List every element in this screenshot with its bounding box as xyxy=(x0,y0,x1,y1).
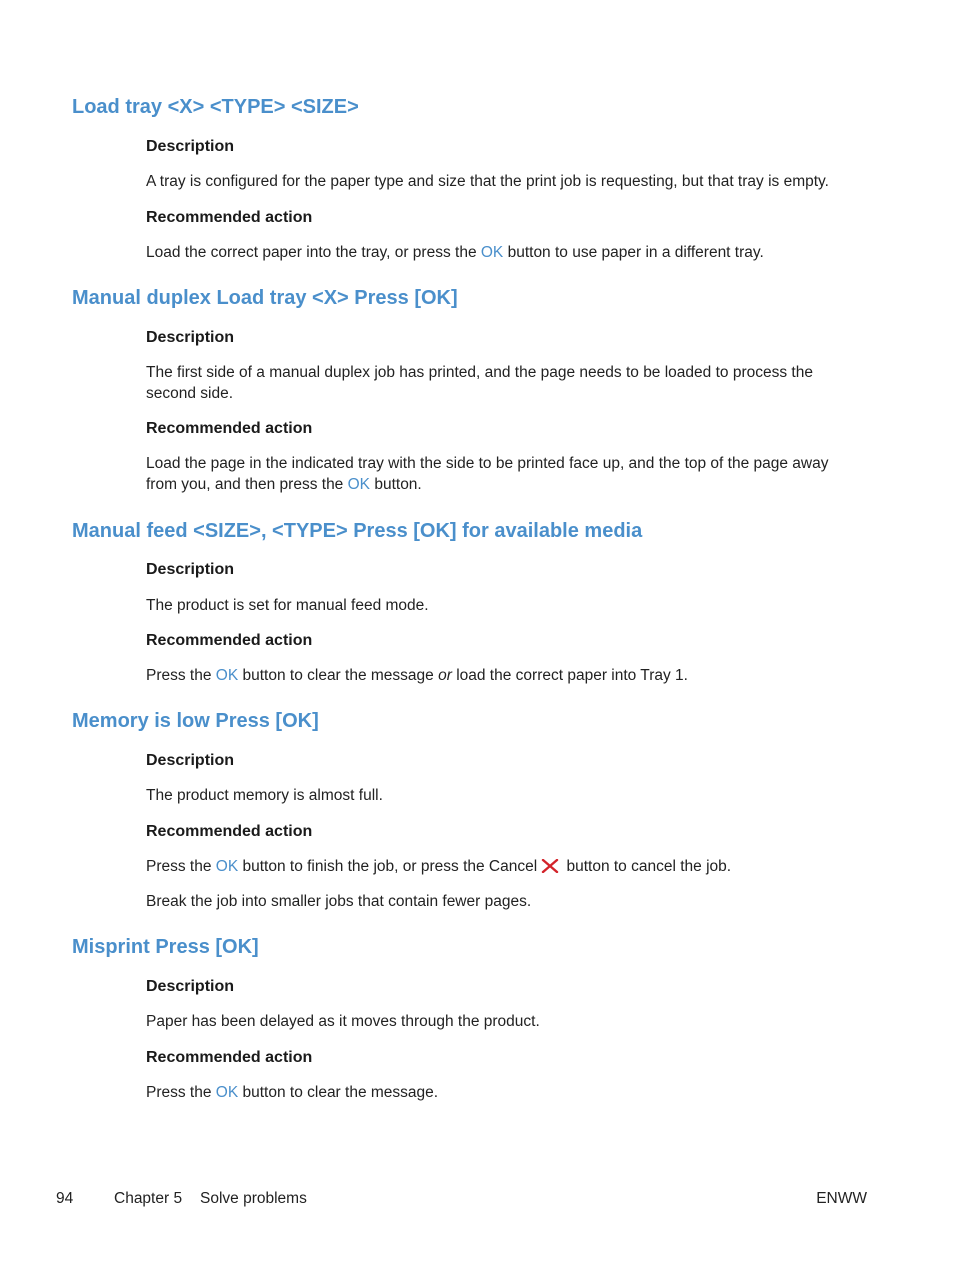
ok-button-ref: OK xyxy=(215,858,239,875)
chapter-title: Solve problems xyxy=(200,1190,307,1207)
ok-button-ref: OK xyxy=(480,244,504,261)
chapter-label: Chapter 5 xyxy=(114,1190,183,1207)
description-text: The product memory is almost full. xyxy=(146,787,383,804)
description-text: The product is set for manual feed mode. xyxy=(146,597,429,614)
description-label: Description xyxy=(146,138,235,155)
action-text: Load the correct paper into the tray, or press the OK button to use paper in a different tray. xyxy=(146,244,764,261)
section-heading: Memory is low Press [OK] xyxy=(72,710,319,732)
action-text: Press the OK button to finish the job, or press the Cancel button to cancel the job. xyxy=(146,858,732,875)
cancel-x-icon xyxy=(541,859,559,873)
action-label: Recommended action xyxy=(146,420,313,437)
action-label: Recommended action xyxy=(146,1049,313,1066)
action-text: Load the page in the indicated tray with the side to be printed face up, and the top of the page away from you, and then press the OK button. xyxy=(146,455,829,493)
section-heading: Manual feed <SIZE>, <TYPE> Press [OK] for available media xyxy=(72,520,643,542)
description-label: Description xyxy=(146,329,235,346)
description-text: Paper has been delayed as it moves through the product. xyxy=(146,1013,540,1030)
action-label: Recommended action xyxy=(146,632,313,649)
description-label: Description xyxy=(146,978,235,995)
action-label: Recommended action xyxy=(146,209,313,226)
ok-button-ref: OK xyxy=(347,476,371,493)
page-number: 94 xyxy=(56,1190,74,1207)
ok-button-ref: OK xyxy=(215,1084,239,1101)
description-text: A tray is configured for the paper type and size that the print job is requesting, but that tray is empty. xyxy=(146,173,829,190)
ok-button-ref: OK xyxy=(215,667,239,684)
footer-edition: ENWW xyxy=(816,1190,867,1207)
section-heading: Manual duplex Load tray <X> Press [OK] xyxy=(72,287,458,309)
action-text-secondary: Break the job into smaller jobs that contain fewer pages. xyxy=(146,893,532,910)
section-heading: Misprint Press [OK] xyxy=(72,936,259,958)
action-text: Press the OK button to clear the message. xyxy=(146,1084,439,1101)
action-text: Press the OK button to clear the message or load the correct paper into Tray 1. xyxy=(146,667,688,684)
description-label: Description xyxy=(146,561,235,578)
description-label: Description xyxy=(146,752,235,769)
description-text: The first side of a manual duplex job has printed, and the page needs to be loaded to process the second side. xyxy=(146,364,813,402)
action-label: Recommended action xyxy=(146,823,313,840)
section-heading: Load tray <X> <TYPE> <SIZE> xyxy=(72,96,359,118)
